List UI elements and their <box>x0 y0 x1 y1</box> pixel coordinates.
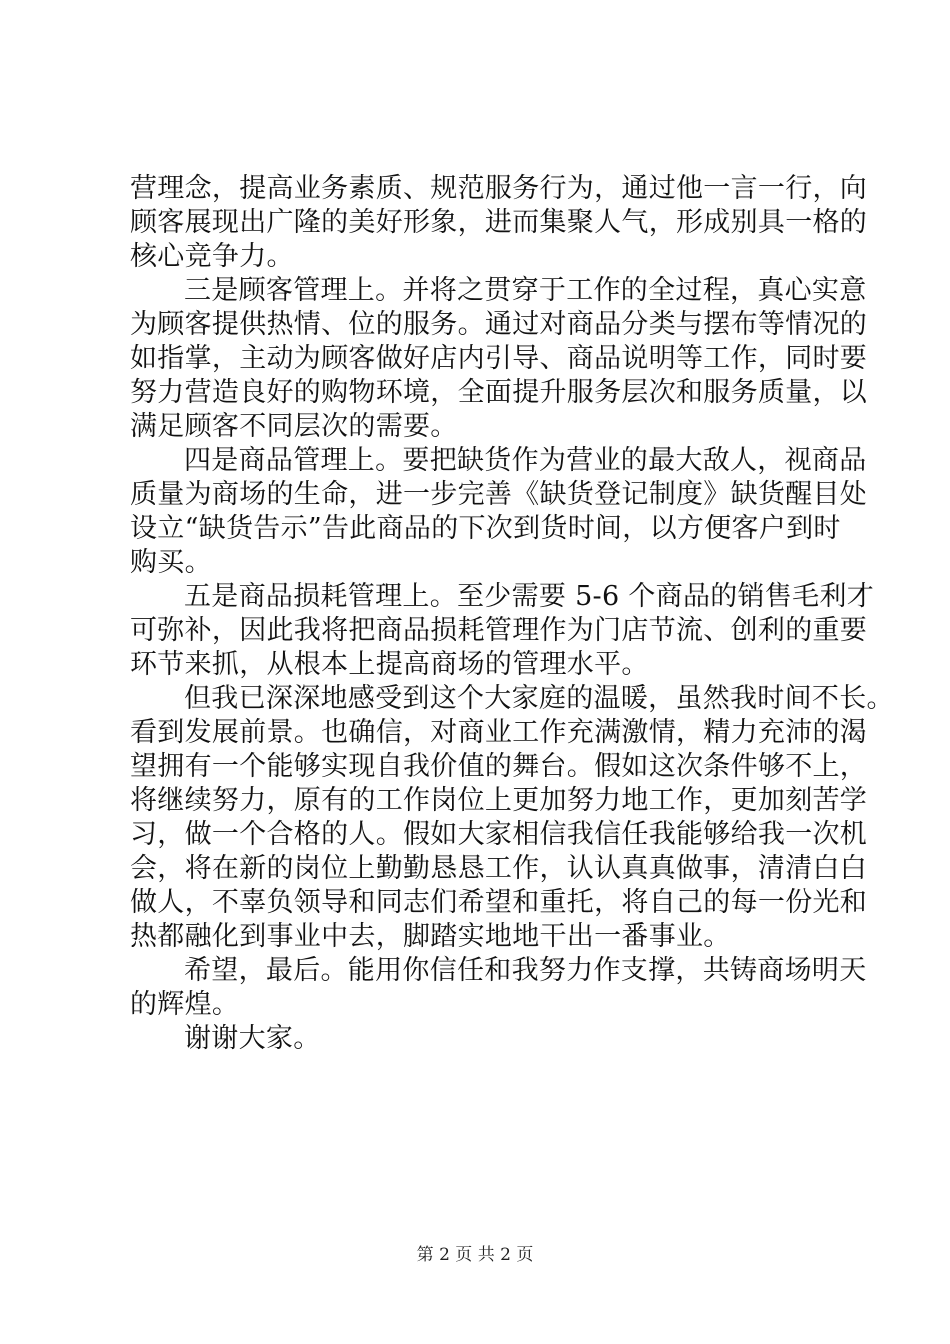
text-line: 的辉煌。 <box>130 989 240 1020</box>
text-line: 习，做一个合格的人。假如大家相信我信任我能够给我一次机 <box>130 819 868 850</box>
text-line: 谢谢大家。 <box>184 1023 321 1054</box>
text-line: 为顾客提供热情、位的服务。通过对商品分类与摆布等情况的 <box>130 309 868 340</box>
text-line: 希望，最后。能用你信任和我努力作支撑，共铸商场明天 <box>184 955 867 986</box>
text-line: 购买。 <box>130 547 212 578</box>
text-line: 顾客展现出广隆的美好形象，进而集聚人气，形成别具一格的 <box>130 207 868 238</box>
text-line: 营理念，提高业务素质、规范服务行为，通过他一言一行，向 <box>130 173 868 204</box>
text-line: 热都融化到事业中去，脚踏实地地干出一番事业。 <box>130 921 731 952</box>
text-line: 如指掌，主动为顾客做好店内引导、商品说明等工作，同时要 <box>130 343 868 374</box>
text-line: 满足顾客不同层次的需要。 <box>130 411 458 442</box>
text-line: 将继续努力，原有的工作岗位上更加努力地工作，更加刻苦学 <box>130 785 868 816</box>
text-line: 环节来抓，从根本上提高商场的管理水平。 <box>130 649 649 680</box>
text-line: 三是顾客管理上。并将之贯穿于工作的全过程，真心实意 <box>184 275 867 306</box>
text-line: 看到发展前景。也确信，对商业工作充满激情，精力充沛的渴 <box>130 717 868 748</box>
text-line: 望拥有一个能够实现自我价值的舞台。假如这次条件够不上， <box>130 751 868 782</box>
text-line: 质量为商场的生命，进一步完善《缺货登记制度》缺货醒目处 <box>130 479 868 510</box>
text-line: 设立“缺货告示”告此商品的下次到货时间，以方便客户到时 <box>130 513 841 544</box>
text-line: 但我已深深地感受到这个大家庭的温暖，虽然我时间不长。 <box>184 683 894 714</box>
text-line: 核心竞争力。 <box>130 241 294 272</box>
text-line: 四是商品管理上。要把缺货作为营业的最大敌人，视商品 <box>184 445 867 476</box>
text-line: 会，将在新的岗位上勤勤恳恳工作，认认真真做事，清清白白 <box>130 853 868 884</box>
text-line: 可弥补，因此我将把商品损耗管理作为门店节流、创利的重要 <box>130 615 868 646</box>
text-line: 五是商品损耗管理上。至少需要 5-6 个商品的销售毛利才 <box>184 581 875 612</box>
text-line: 努力营造良好的购物环境，全面提升服务层次和服务质量，以 <box>130 377 868 408</box>
document-body <box>130 172 894 1056</box>
page-footer: 第 2 页 共 2 页 <box>416 1245 534 1265</box>
text-line: 做人，不辜负领导和同志们希望和重托，将自己的每一份光和 <box>130 887 868 918</box>
